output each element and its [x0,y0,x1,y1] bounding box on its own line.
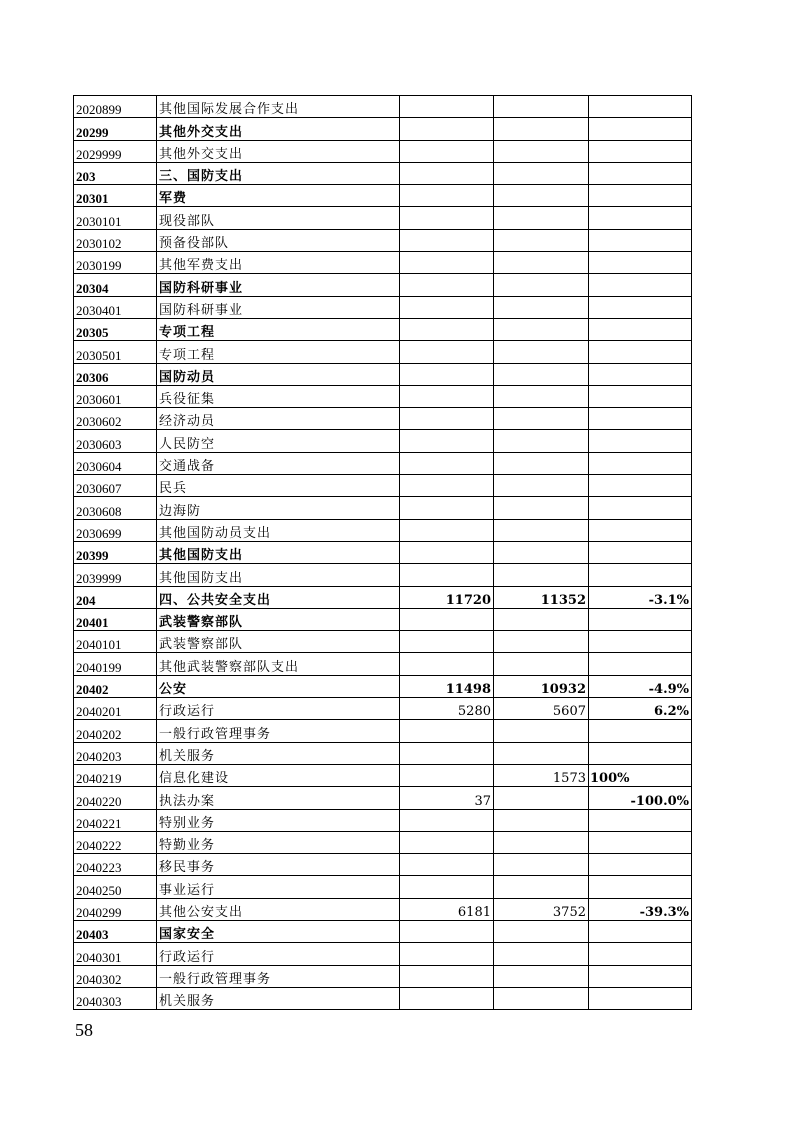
current-amount-cell [494,653,589,675]
account-code-cell: 2030101 [74,207,157,229]
previous-amount-cell [400,764,494,786]
account-name-cell: 公安 [157,675,400,697]
previous-amount-cell: 37 [400,787,494,809]
change-percent-cell [589,965,692,987]
table-row [74,385,692,407]
account-name-cell: 专项工程 [157,318,400,340]
table-row [74,185,692,207]
table-row [74,162,692,184]
table-row [74,631,692,653]
account-code-cell: 20301 [74,185,157,207]
current-amount-cell [494,564,589,586]
account-name-cell: 现役部队 [157,207,400,229]
table-row [74,452,692,474]
account-name-cell: 其他国际发展合作支出 [157,96,400,118]
table-row [74,408,692,430]
previous-amount-cell [400,229,494,251]
table-row [74,898,692,920]
account-code-cell: 2040223 [74,854,157,876]
previous-amount-cell [400,541,494,563]
current-amount-cell [494,965,589,987]
current-amount-cell [494,363,589,385]
change-percent-cell [589,408,692,430]
current-amount-cell [494,519,589,541]
previous-amount-cell [400,631,494,653]
account-name-cell: 其他公安支出 [157,898,400,920]
account-code-cell: 2030501 [74,341,157,363]
account-name-cell: 事业运行 [157,876,400,898]
account-name-cell: 行政运行 [157,943,400,965]
current-amount-cell [494,207,589,229]
account-name-cell: 特别业务 [157,809,400,831]
previous-amount-cell [400,185,494,207]
account-name-cell: 其他国防支出 [157,541,400,563]
previous-amount-cell [400,497,494,519]
previous-amount-cell [400,318,494,340]
previous-amount-cell: 11498 [400,675,494,697]
table-row [74,140,692,162]
current-amount-cell [494,943,589,965]
table-row [74,96,692,118]
previous-amount-cell [400,363,494,385]
change-percent-cell [589,229,692,251]
table-row [74,809,692,831]
current-amount-cell [494,809,589,831]
current-amount-cell [494,631,589,653]
account-name-cell: 机关服务 [157,742,400,764]
change-percent-cell: 100% [589,764,692,786]
account-code-cell: 2029999 [74,140,157,162]
table-row [74,564,692,586]
current-amount-cell [494,385,589,407]
current-amount-cell [494,541,589,563]
account-code-cell: 2040301 [74,943,157,965]
previous-amount-cell [400,742,494,764]
previous-amount-cell: 5280 [400,698,494,720]
account-name-cell: 一般行政管理事务 [157,965,400,987]
previous-amount-cell [400,987,494,1009]
table-row [74,341,692,363]
table-row [74,920,692,942]
previous-amount-cell [400,720,494,742]
account-name-cell: 人民防空 [157,430,400,452]
account-code-cell: 20304 [74,274,157,296]
previous-amount-cell [400,608,494,630]
account-code-cell: 2040302 [74,965,157,987]
previous-amount-cell [400,519,494,541]
account-name-cell: 三、国防支出 [157,162,400,184]
current-amount-cell [494,854,589,876]
account-code-cell: 2039999 [74,564,157,586]
account-name-cell: 其他国防支出 [157,564,400,586]
change-percent-cell [589,207,692,229]
account-name-cell: 一般行政管理事务 [157,720,400,742]
table-row [74,541,692,563]
previous-amount-cell [400,140,494,162]
table-row [74,207,692,229]
account-code-cell: 2030199 [74,252,157,274]
change-percent-cell [589,341,692,363]
change-percent-cell [589,475,692,497]
table-row [74,653,692,675]
account-name-cell: 国家安全 [157,920,400,942]
table-row [74,252,692,274]
account-code-cell: 2040203 [74,742,157,764]
table-row [74,363,692,385]
current-amount-cell [494,274,589,296]
current-amount-cell [494,185,589,207]
change-percent-cell [589,653,692,675]
account-code-cell: 2040299 [74,898,157,920]
change-percent-cell [589,140,692,162]
previous-amount-cell [400,408,494,430]
current-amount-cell: 10932 [494,675,589,697]
table-row [74,876,692,898]
current-amount-cell: 1573 [494,764,589,786]
change-percent-cell [589,430,692,452]
account-name-cell: 经济动员 [157,408,400,430]
change-percent-cell [589,631,692,653]
account-name-cell: 其他国防动员支出 [157,519,400,541]
account-name-cell: 民兵 [157,475,400,497]
account-name-cell: 其他军费支出 [157,252,400,274]
change-percent-cell [589,920,692,942]
current-amount-cell [494,876,589,898]
account-name-cell: 兵役征集 [157,385,400,407]
change-percent-cell [589,987,692,1009]
account-code-cell: 2030102 [74,229,157,251]
current-amount-cell [494,318,589,340]
table-row [74,475,692,497]
account-code-cell: 20305 [74,318,157,340]
table-row [74,118,692,140]
account-code-cell: 2030602 [74,408,157,430]
account-name-cell: 四、公共安全支出 [157,586,400,608]
account-code-cell: 2030603 [74,430,157,452]
current-amount-cell [494,118,589,140]
account-name-cell: 专项工程 [157,341,400,363]
previous-amount-cell [400,274,494,296]
current-amount-cell: 3752 [494,898,589,920]
table-row [74,987,692,1009]
current-amount-cell [494,430,589,452]
previous-amount-cell: 6181 [400,898,494,920]
account-code-cell: 2040202 [74,720,157,742]
current-amount-cell [494,452,589,474]
account-code-cell: 2040101 [74,631,157,653]
current-amount-cell [494,408,589,430]
previous-amount-cell [400,430,494,452]
change-percent-cell [589,831,692,853]
change-percent-cell [589,252,692,274]
account-code-cell: 204 [74,586,157,608]
previous-amount-cell [400,920,494,942]
current-amount-cell [494,742,589,764]
page-number: 58 [75,1020,93,1040]
change-percent-cell [589,185,692,207]
table-row [74,519,692,541]
previous-amount-cell [400,96,494,118]
change-percent-cell: -39.3% [589,898,692,920]
change-percent-cell [589,162,692,184]
account-code-cell: 2020899 [74,96,157,118]
change-percent-cell [589,519,692,541]
previous-amount-cell [400,207,494,229]
current-amount-cell [494,341,589,363]
change-percent-cell [589,318,692,340]
account-code-cell: 2040201 [74,698,157,720]
account-code-cell: 203 [74,162,157,184]
account-name-cell: 行政运行 [157,698,400,720]
table-row [74,608,692,630]
table-row [74,965,692,987]
table-row [74,764,692,786]
previous-amount-cell [400,809,494,831]
account-name-cell: 武装警察部队 [157,608,400,630]
account-name-cell: 执法办案 [157,787,400,809]
account-code-cell: 2040303 [74,987,157,1009]
previous-amount-cell [400,452,494,474]
change-percent-cell [589,854,692,876]
account-code-cell: 2040222 [74,831,157,853]
table-row [74,586,692,608]
budget-table [73,95,692,1010]
account-name-cell: 特勤业务 [157,831,400,853]
change-percent-cell [589,541,692,563]
previous-amount-cell [400,965,494,987]
account-code-cell: 2030401 [74,296,157,318]
table-row [74,430,692,452]
previous-amount-cell [400,118,494,140]
previous-amount-cell [400,564,494,586]
change-percent-cell [589,296,692,318]
previous-amount-cell: 11720 [400,586,494,608]
change-percent-cell [589,385,692,407]
previous-amount-cell [400,831,494,853]
account-name-cell: 边海防 [157,497,400,519]
previous-amount-cell [400,475,494,497]
account-name-cell: 其他外交支出 [157,140,400,162]
change-percent-cell [589,363,692,385]
previous-amount-cell [400,653,494,675]
change-percent-cell [589,452,692,474]
account-code-cell: 20299 [74,118,157,140]
account-name-cell: 机关服务 [157,987,400,1009]
current-amount-cell [494,831,589,853]
account-code-cell: 2040220 [74,787,157,809]
change-percent-cell [589,497,692,519]
change-percent-cell [589,742,692,764]
change-percent-cell: -3.1% [589,586,692,608]
table-row [74,318,692,340]
table-row [74,831,692,853]
account-code-cell: 2030699 [74,519,157,541]
current-amount-cell [494,296,589,318]
account-name-cell: 交通战备 [157,452,400,474]
account-code-cell: 2040219 [74,764,157,786]
table-row [74,943,692,965]
change-percent-cell [589,608,692,630]
change-percent-cell [589,943,692,965]
previous-amount-cell [400,162,494,184]
current-amount-cell [494,229,589,251]
current-amount-cell [494,720,589,742]
current-amount-cell [494,475,589,497]
previous-amount-cell [400,296,494,318]
account-name-cell: 武装警察部队 [157,631,400,653]
change-percent-cell [589,564,692,586]
account-name-cell: 预备役部队 [157,229,400,251]
account-name-cell: 国防科研事业 [157,274,400,296]
current-amount-cell [494,140,589,162]
previous-amount-cell [400,341,494,363]
change-percent-cell [589,720,692,742]
account-code-cell: 20401 [74,608,157,630]
account-name-cell: 信息化建设 [157,764,400,786]
account-name-cell: 移民事务 [157,854,400,876]
table-row [74,497,692,519]
current-amount-cell [494,787,589,809]
previous-amount-cell [400,943,494,965]
previous-amount-cell [400,385,494,407]
current-amount-cell [494,96,589,118]
change-percent-cell [589,876,692,898]
account-code-cell: 20402 [74,675,157,697]
table-row [74,296,692,318]
account-name-cell: 国防科研事业 [157,296,400,318]
account-code-cell: 2040199 [74,653,157,675]
account-code-cell: 2030608 [74,497,157,519]
previous-amount-cell [400,876,494,898]
table-row [74,698,692,720]
change-percent-cell [589,274,692,296]
account-name-cell: 其他武装警察部队支出 [157,653,400,675]
change-percent-cell [589,96,692,118]
current-amount-cell [494,987,589,1009]
account-code-cell: 20306 [74,363,157,385]
table-row [74,675,692,697]
change-percent-cell: -4.9% [589,675,692,697]
account-code-cell: 2030601 [74,385,157,407]
current-amount-cell [494,162,589,184]
table-row [74,854,692,876]
table-row [74,787,692,809]
change-percent-cell: -100.0% [589,787,692,809]
table-row [74,274,692,296]
previous-amount-cell [400,252,494,274]
current-amount-cell [494,252,589,274]
account-name-cell: 军费 [157,185,400,207]
current-amount-cell [494,608,589,630]
table-row [74,229,692,251]
table-row [74,720,692,742]
account-name-cell: 国防动员 [157,363,400,385]
account-name-cell: 其他外交支出 [157,118,400,140]
account-code-cell: 2040221 [74,809,157,831]
account-code-cell: 2040250 [74,876,157,898]
account-code-cell: 2030604 [74,452,157,474]
budget-table-body [74,96,692,1010]
change-percent-cell [589,118,692,140]
current-amount-cell [494,497,589,519]
current-amount-cell [494,920,589,942]
table-row [74,742,692,764]
account-code-cell: 2030607 [74,475,157,497]
change-percent-cell: 6.2% [589,698,692,720]
previous-amount-cell [400,854,494,876]
account-code-cell: 20399 [74,541,157,563]
change-percent-cell [589,809,692,831]
account-code-cell: 20403 [74,920,157,942]
current-amount-cell: 11352 [494,586,589,608]
current-amount-cell: 5607 [494,698,589,720]
